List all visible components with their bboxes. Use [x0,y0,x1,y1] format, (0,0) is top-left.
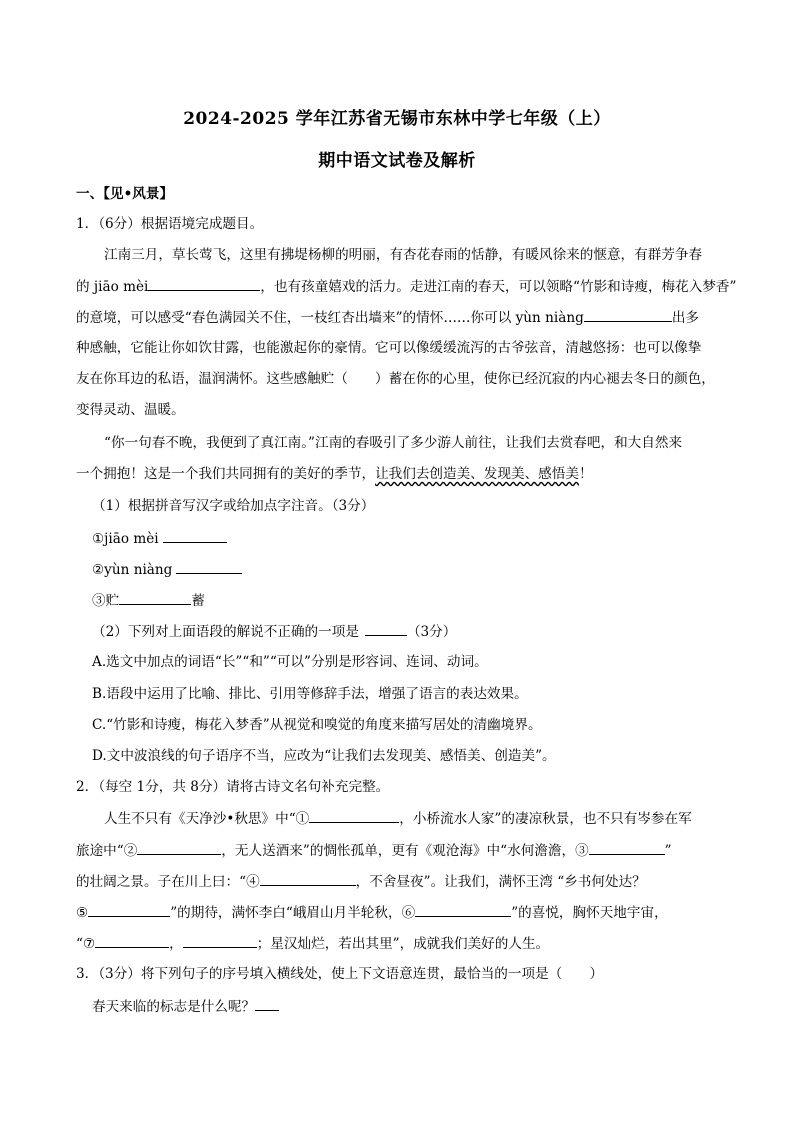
answer-blank[interactable] [176,559,242,574]
passage-text: 一个拥抱！这是一个我们共同拥有的美好的季节， [76,466,376,482]
q1-passage-line-5: 友在你耳边的私语，温润满怀。这些感触贮（ ）蓄在你的心里，使你已经沉寂的内心褪去冬日的颜色， [76,371,715,387]
poem-text: ，小桥流水人家”的凄凉秋景，也不只有岑参在军 [399,811,692,827]
answer-blank[interactable] [183,933,257,948]
q1-passage-line-2 [76,276,737,297]
pinyin-jiaomei: 的 jiāo mèi [76,279,149,295]
item-label: ②yùn niàng [92,562,173,578]
q2-line-2 [76,840,726,861]
question-text: （2）下列对上面语段的解说不正确的一项是 [92,624,359,640]
answer-blank[interactable] [584,307,672,322]
answer-blank[interactable] [148,276,260,291]
poem-text: ” [664,843,672,859]
q2-line-3 [76,871,726,892]
answer-blank[interactable] [95,933,169,948]
poem-text: “⑦ [76,936,96,952]
q3-stem: 3．（3分）将下列句子的序号填入横线处，使上下文语意连贯，最恰当的一项是（ ） [76,966,604,982]
answer-blank[interactable] [163,528,227,543]
page-subtitle: 期中语文试卷及解析 [318,151,476,171]
q1-passage-line-1: 江南三月，草长莺飞，这里有拂堤杨柳的明丽，有杏花春雨的恬静，有暖风徐来的惬意，有群芳争春 [104,247,703,263]
answer-blank[interactable] [589,840,665,855]
q2-line-1 [104,808,754,829]
answer-blank[interactable] [119,590,191,605]
poem-text: ， [169,936,183,952]
poem-text: ⑤ [76,905,89,921]
option-b: B.语段中运用了比喻、排比、引用等修辞手法，增强了语言的表达效果。 [92,686,528,702]
poem-text: 人生不只有《天净沙•秋思》中“① [104,811,310,827]
answer-blank[interactable] [260,871,356,886]
answer-blank[interactable] [255,996,279,1011]
poem-text: ，不舍昼夜”。让我们，满怀王湾 “乡书何处达？ [355,874,646,890]
wavy-underlined-sentence: 让我们去创造美、发现美、感悟美 [375,466,579,482]
q2-stem: 2．（每空 1分，共 8分）请将古诗文名句补充完整。 [76,779,390,795]
passage-text: ！ [578,466,593,482]
poem-text: ，无人送酒来”的惆怅孤单，更有《观沧海》中“水何澹澹，③ [221,843,589,859]
item-label: ①jiāo mèi [92,531,159,547]
q1-sub1-item-2 [92,559,742,580]
q1-sub1-item-1 [92,528,742,549]
poem-text: ”的喜悦，胸怀天地宇宙， [511,905,668,921]
score-text: （3分） [406,624,457,640]
answer-blank[interactable] [415,902,511,917]
q1-passage-line-3 [76,307,726,328]
passage-text: ，也有孩童嬉戏的活力。走进江南的春天，可以领略“竹影和诗瘦，梅花入梦香” [260,279,737,295]
question-text: 春天来临的标志是什么呢？ [92,999,256,1015]
q1-sub1-item-3 [92,590,742,611]
q1-sub2-stem [92,621,742,642]
item-label: 蓄 [191,593,205,609]
passage-text: 出多 [671,310,699,326]
answer-blank[interactable] [88,902,170,917]
option-c: C.“竹影和诗瘦，梅花入梦香”从视觉和嗅觉的角度来描写居处的清幽境界。 [92,717,542,733]
q3-line [92,996,742,1017]
answer-blank[interactable] [137,840,221,855]
answer-blank[interactable] [365,621,407,636]
poem-text: ；星汉灿烂，若出其里”，成就我们美好的人生。 [256,936,550,952]
section-heading: 一、【见•风景】 [76,186,174,202]
q2-line-5 [76,933,726,954]
q1-stem: 1．（6分）根据语境完成题目。 [76,216,264,232]
poem-text: 的壮阔之景。子在川上曰：“④ [76,874,260,890]
option-d: D.文中波浪线的句子语序不当，应改为“让我们去发现美、感悟美、创造美”。 [92,748,556,764]
q1-passage-line-6: 变得灵动、温暖。 [76,402,185,418]
q2-line-4 [76,902,726,923]
page-title: 2024-2025 学年江苏省无锡市东林中学七年级（上） [183,109,611,129]
q1-passage-line-4: 种感触，它能让你如饮甘露，也能激起你的豪情。它可以像缓缓流泻的古爷弦音，清越悠扬：也可以像挚 [76,340,702,356]
option-a: A.选文中加点的词语“长”“和”“可以”分别是形容词、连词、动词。 [92,654,488,670]
poem-text: ”的期待，满怀李白“峨眉山月半轮秋，⑥ [170,905,416,921]
q1-sub1-stem: （1）根据拼音写汉字或给加点字注音。（3分） [92,498,375,514]
q1-passage-line-7: “你一句春不晚，我便到了真江南。”江南的春吸引了多少游人前往，让我们去赏春吧，和大自然来 [104,435,683,451]
answer-blank[interactable] [309,808,399,823]
item-label: ③贮 [92,593,120,609]
passage-text: 的意境，可以感受“春色满园关不住，一枝红杏出墙来”的情怀……你可以 yùn niàng [76,310,584,326]
q1-passage-line-8 [76,464,726,484]
poem-text: 旅途中“② [76,843,138,859]
